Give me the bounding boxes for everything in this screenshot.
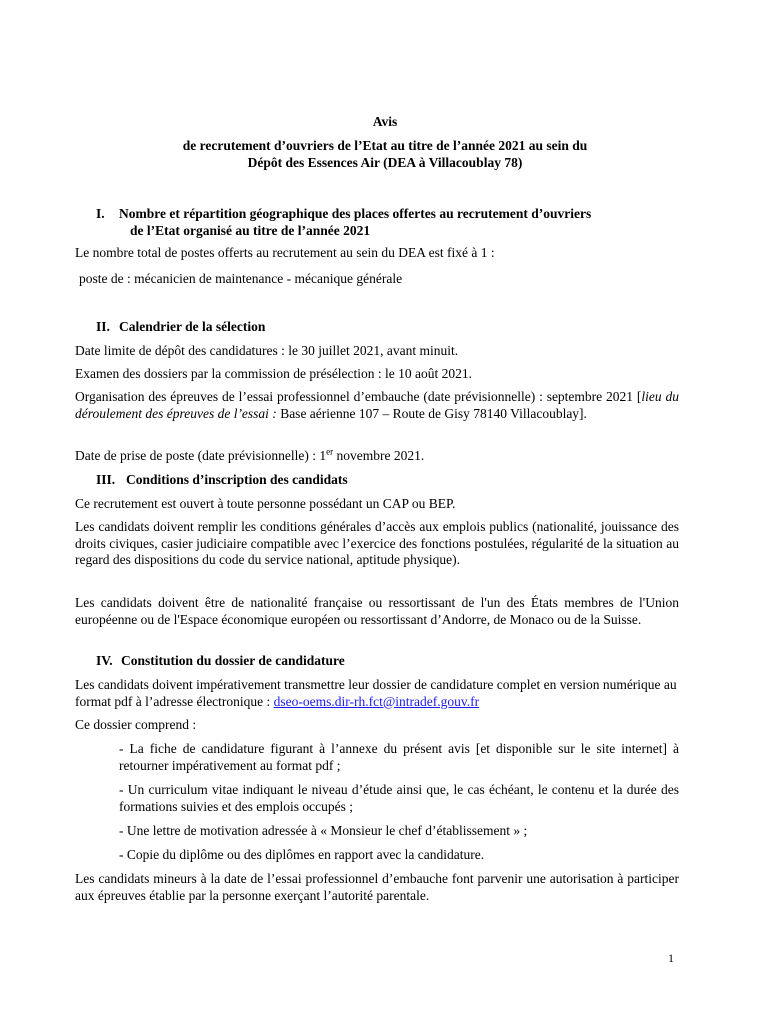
section2-number: II. <box>96 319 110 334</box>
list-item-motivation-letter: - Une lettre de motivation adressée à « Monsieur le chef d’établissement » ; <box>119 823 528 838</box>
section3-number: III. <box>96 472 116 487</box>
section4-number: IV. <box>96 653 113 668</box>
section2-paragraph3-italic: lieu du déroulement des épreuves de l’essai : <box>75 389 679 421</box>
section4-paragraph2: Ce dossier comprend : <box>75 717 197 732</box>
section2-paragraph4-sup: er <box>326 446 334 457</box>
section2-paragraph3 <box>75 389 679 422</box>
section2-paragraph4 <box>75 448 679 465</box>
contact-email-link[interactable]: dseo-oems.dir-rh.fct@intradef.gouv.fr <box>273 693 480 709</box>
section3-paragraph2: Les candidats doivent remplir les conditions générales d’accès aux emplois publics (nationalité, jouissance des droits civiques, casier judiciaire compatible avec l’exercice des fonctions postulées, régularité de la situation au regard des dispositions du code du service national, aptitude physique). <box>75 519 679 567</box>
section1-heading <box>119 206 679 239</box>
section3-title: Conditions d’inscription des candidats <box>126 472 348 487</box>
section2-paragraph1: Date limite de dépôt des candidatures : le 30 juillet 2021, avant minuit. <box>75 343 459 358</box>
section1-title-line2: de l’Etat organisé au titre de l’année 2021 <box>130 222 371 238</box>
page-subtitle-line1: de recrutement d’ouvriers de l’Etat au titre de l’année 2021 au sein du <box>182 138 588 153</box>
section2-title: Calendrier de la sélection <box>119 319 266 334</box>
section1-paragraph2: poste de : mécanicien de maintenance - mécanique générale <box>79 271 403 286</box>
page-number: 1 <box>668 951 674 965</box>
section2-paragraph3-start: Organisation des épreuves de l’essai professionnel d’embauche (date prévisionnelle) : septembre 2021 [ <box>75 389 642 404</box>
section1-paragraph1: Le nombre total de postes offerts au recrutement au sein du DEA est fixé à 1 : <box>75 245 495 260</box>
section2-paragraph4-start: Date de prise de poste (date prévisionnelle) : 1 <box>75 448 327 463</box>
section3-paragraph3: Les candidats doivent être de nationalité française ou ressortissant de l'un des États membres de l'Union européenne ou de l'Espace économique européen ou ressortissant d’Andorre, de Monaco ou de la Suisse. <box>75 595 679 627</box>
page-subtitle-line2: Dépôt des Essences Air (DEA à Villacoublay 78) <box>247 155 523 170</box>
section3-paragraph1: Ce recrutement est ouvert à toute personne possédant un CAP ou BEP. <box>75 496 456 511</box>
list-item-application-form: - La fiche de candidature figurant à l’annexe du présent avis [et disponible sur le site internet] à retourner impérativement au format pdf ; <box>119 741 679 773</box>
section1-number: I. <box>96 206 105 221</box>
list-item-cv: - Un curriculum vitae indiquant le niveau d’étude ainsi que, le cas échéant, le contenu et la durée des formations suivies et des emplois occupés ; <box>119 782 679 814</box>
section2-paragraph2: Examen des dossiers par la commission de présélection : le 10 août 2021. <box>75 366 473 381</box>
list-item-diploma-copy: - Copie du diplôme ou des diplômes en rapport avec la candidature. <box>119 847 485 862</box>
section4-paragraph1 <box>75 677 679 710</box>
section2-paragraph3-end: Base aérienne 107 – Route de Gisy 78140 Villacoublay]. <box>276 405 587 421</box>
section4-paragraph3: Les candidats mineurs à la date de l’essai professionnel d’embauche font parvenir une autorisation à participer aux épreuves établie par la personne exerçant l’autorité parentale. <box>75 871 679 903</box>
section4-title: Constitution du dossier de candidature <box>121 653 345 668</box>
section4-paragraph1-text: Les candidats doivent impérativement transmettre leur dossier de candidature complet en version numérique au format pdf à l’adresse électronique : <box>75 677 677 709</box>
section1-title-line1: Nombre et répartition géographique des places offertes au recrutement d’ouvriers <box>119 206 592 221</box>
section2-paragraph4-end: novembre 2021. <box>333 448 425 463</box>
page-title: Avis <box>372 114 398 129</box>
